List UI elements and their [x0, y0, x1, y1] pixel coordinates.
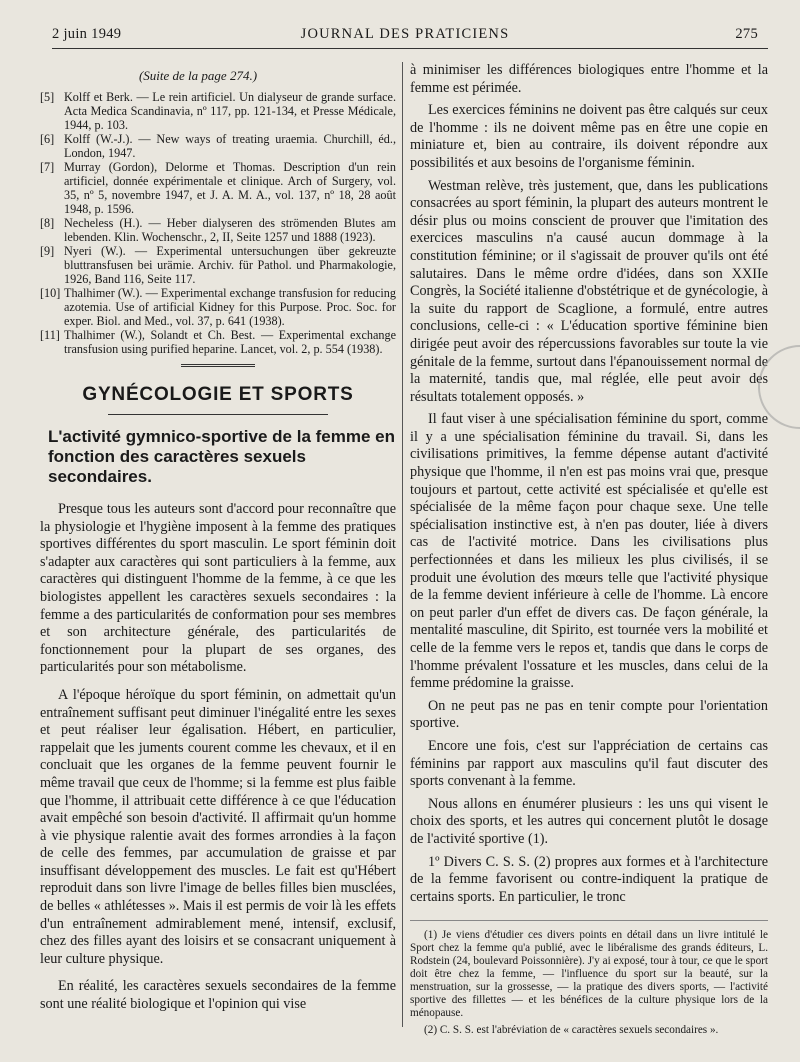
reference-text: Nyeri (W.). — Experimental untersuchungen über gekreuzte bluttransfusen bei urämie. Archiv. für Pathol. und Pharmakologie, 1926, Band 116, Seite 117.	[64, 244, 396, 286]
paragraph: Westman relève, très justement, que, dans les publications consacrées au sport féminin, la plupart des auteurs montrent le désir plus ou moins conscient de prouver que l'imitation des exercices masculins n'a causé aucun dommage à la constitution féminine; or il s'agissait de prouver qu'ils ont été salutaires. Dans le même ordre d'idées, dans son XXIIe Congrès, la Société italienne d'obstétrique et de gynécologie, à la suite du rapport de Scaglione, a formulé, entre autres conclusions, celle-ci : « L'éducation sportive féminine bien dirigée peut avoir des répercussions favorables sur toute la vie génitale de la femme, surtout dans l'épanouissement normal de la maternité, tandis que, mal réglée, elle peut avoir des résultats totalement opposés. »	[410, 177, 768, 405]
reference-number: [5]	[40, 90, 55, 104]
column-divider	[402, 62, 403, 1027]
reference-item	[40, 244, 396, 286]
page-header	[52, 26, 758, 48]
article-title: L'activité gymnico-sportive de la femme en fonction des caractères sexuels secondaires.	[48, 427, 395, 486]
reference-list	[40, 90, 396, 356]
footnotes	[410, 920, 768, 1037]
paragraph: Encore une fois, c'est sur l'appréciation de certains cas féminins par rapport aux masculins qu'il faut discuter des sports convenant à la femme.	[410, 737, 768, 790]
title-rule	[108, 414, 328, 415]
footnote: (2) C. S. S. est l'abréviation de « caractères sexuels secondaires ».	[424, 1024, 719, 1037]
reference-item	[40, 286, 396, 328]
footnote: (1) Je viens d'étudier ces divers points en détail dans un livre intitulé le Sport chez la femme qu'a publié, avec le libéralisme des grands éditeurs, L. Rodstein (24, boulevard Poissonnière). J'y ai exposé, tour à tour, ce que le sport doit être chez la femme, — l'influence du sport sur la beauté, sur la menstruation, sur la grossesse, — la pratique des divers sports, — l'activité sportive des fillettes — et les bénéfices de la culture physique lors de la ménopause.	[410, 929, 768, 1020]
reference-text: Murray (Gordon), Delorme et Thomas. Description d'un rein artificiel, donnée expérimentale et clinique. Arch of Surgery, vol. 35, nº 5, novembre 1947, et J. A. M. A., vol. 137, nº 18, 28 août 1948, p. 1596.	[64, 160, 396, 216]
section-separator	[181, 364, 255, 370]
paragraph: Il faut viser à une spécialisation féminine du sport, comme il y a une spécialisation féminine du travail. Si, dans les civilisations primitives, la femme dépense autant d'activité physique que l'homme, il n'en est pas moins vrai que, presque toujours et partout, cette activité est spécialisée et qu'elle est spécialisée de la même façon pour chaque sexe. Une telle spécialisation instinctive est, à n'en pas douter, liée à divers cas de l'activité motrice. Dans les civilisations plus perfectionnées et dans les milieux les plus civilisés, il se produit une évolution des mœurs telle que l'activité physique de la femme devient inférieure à celle de l'homme. Là encore on peut parler d'un effet de divers cas. De façon générale, la mentalité masculine, dit Spirito, est tournée vers la mobilité et celle de la femme vers le repos et, tandis que dans le corps de l'homme prévalent l'ossature et les muscles, dans celui de la femme prédomine la graisse.	[410, 411, 768, 692]
left-body-text	[40, 501, 396, 1014]
left-column	[40, 62, 396, 1024]
right-column	[410, 62, 768, 1041]
reference-number: [7]	[40, 160, 55, 174]
paragraph: On ne peut pas ne pas en tenir compte pour l'orientation sportive.	[410, 697, 768, 732]
reference-text: Thalhimer (W.), Solandt et Ch. Best. — Experimental exchange transfusion using purified heparine. Lancet, vol. 2, p. 554 (1938).	[64, 328, 396, 356]
header-date: 2 juin 1949	[52, 26, 122, 42]
paragraph: Nous allons en énumérer plusieurs : les uns qui visent le choix des sports, et les autres qui concernent plutôt le dosage de l'activité sportive (1).	[410, 795, 768, 847]
reference-number: [10]	[40, 286, 61, 300]
continuation-note: (Suite de la page 274.)	[138, 68, 258, 83]
reference-text: Thalhimer (W.). — Experimental exchange transfusion for reducing azotemia. Use of artificial Kidney for this Purpose. Proc. Soc. for exper. Biol. and Med., vol. 37, p. 641 (1938).	[64, 286, 396, 328]
right-body-text	[410, 62, 768, 906]
reference-number: [11]	[40, 328, 60, 342]
reference-item	[40, 160, 396, 216]
paragraph: En réalité, les caractères sexuels secondaires de la femme sont une réalité biologique et l'opinion qui vise	[40, 978, 396, 1013]
paragraph: Les exercices féminins ne doivent pas être calqués sur ceux de l'homme : ils ne doivent même pas en être une copie en miniature et, bien au contraire, ils doivent répondre aux possibilités et aux besoins de l'organisme féminin.	[410, 102, 768, 171]
header-rule	[52, 48, 768, 49]
header-journal-title: JOURNAL DES PRATICIENS	[300, 26, 510, 42]
reference-item	[40, 328, 396, 356]
reference-item	[40, 90, 396, 132]
reference-item	[40, 132, 396, 160]
reference-text: Kolff (W.-J.). — New ways of treating uraemia. Churchill, éd., London, 1947.	[64, 132, 396, 160]
paragraph: Presque tous les auteurs sont d'accord pour reconnaître que la physiologie et l'hygiène imposent à la femme des pratiques sportives différentes du sport masculin. Le sport féminin doit s'adapter aux caractères qui sont particuliers à la femme, aux caractères qui distinguent l'homme de la femme, à ce que les biologistes appellent les caractères sexuels secondaires : la femme a des particularités de conformation pour ses membres et son architecture générale, des particularités de fonctionnement pour la plupart de ses organes, des particularités pour son métabolisme.	[40, 501, 396, 676]
reference-number: [8]	[40, 216, 55, 230]
reference-text: Necheless (H.). — Heber dialyseren des strömenden Blutes am lebenden. Klin. Wochenschr., 2, II, Seite 1257 und 1888 (1923).	[64, 216, 396, 244]
reference-item	[40, 216, 396, 244]
paragraph: A l'époque héroïque du sport féminin, on admettait qu'un entraînement suffisant peut diminuer l'inégalité entre les sexes et peut réaliser leur égalisation. Hébert, en particulier, rappelait que les juments courent comme les chevaux, et il en concluait que les organes de la femme peuvent fournir le même travail que ceux de l'homme; si la femme est plus faible que l'homme, il attribuait cette différence à ce que l'éducation avait empêché son besoin d'activité. Il affirmait qu'un homme à vie physique ralentie avait des formes arrondies à la façon de celle des femmes, par accumulation de graisse et par insuffisant développement des muscles. Le fait est qu'Hébert reproduit dans son livre l'image de belles filles bien musclées, de belles « athlétesses ». Mais il est permis de voir là les effets d'un entraînement admirablement mené, intensif, exclusif, chez des filles ayant des loisirs et se consacrant uniquement à leur culture physique.	[40, 686, 396, 967]
reference-number: [9]	[40, 244, 55, 258]
reference-text: Kolff et Berk. — Le rein artificiel. Un dialyseur de grande surface. Acta Medica Scandinavia, nº 117, pp. 121-134, et Presse Médicale, 1944, p. 103.	[64, 90, 396, 132]
reference-number: [6]	[40, 132, 55, 146]
paragraph: à minimiser les différences biologiques entre l'homme et la femme est périmée.	[410, 62, 768, 96]
paragraph: 1º Divers C. S. S. (2) propres aux formes et à l'architecture de la femme favorisent ou contre-indiquent la pratique de certains sports. En particulier, le tronc	[410, 853, 768, 905]
section-title: GYNÉCOLOGIE ET SPORTS	[82, 384, 354, 405]
header-page-number: 275	[735, 26, 758, 42]
